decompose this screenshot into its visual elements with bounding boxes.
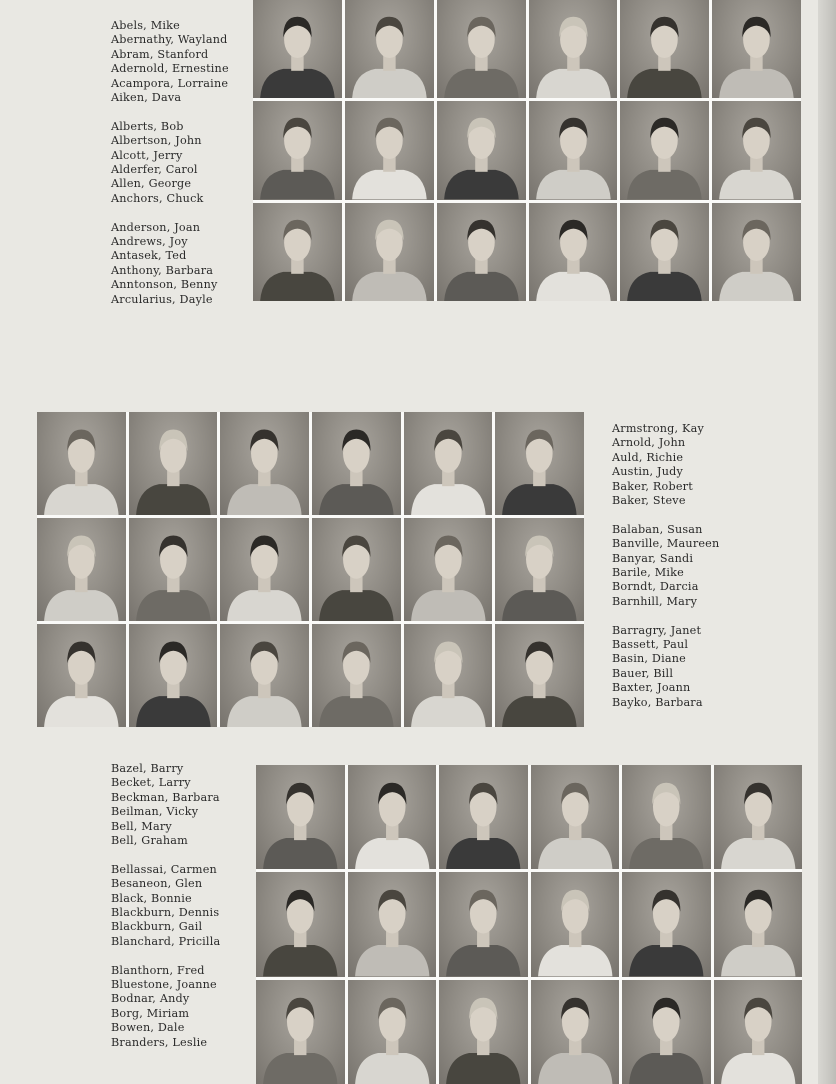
student-name: Banyar, Sandi <box>612 551 694 565</box>
page-edge-shadow <box>818 0 836 1084</box>
student-name: Allen, George <box>111 177 192 191</box>
student-portrait <box>404 412 493 515</box>
student-name: Austin, Judy <box>612 465 683 479</box>
student-portrait <box>256 980 345 1084</box>
student-portrait <box>620 0 709 98</box>
student-portrait <box>348 980 437 1084</box>
student-portrait <box>495 518 584 621</box>
name-list-section-2 <box>612 422 719 710</box>
student-name: Armstrong, Kay <box>612 422 704 435</box>
student-portrait <box>622 980 711 1084</box>
student-portrait <box>529 0 618 98</box>
student-name: Beilman, Vicky <box>111 805 199 819</box>
student-portrait <box>620 203 709 301</box>
name-group <box>111 19 229 105</box>
student-portrait <box>220 518 309 621</box>
student-portrait <box>37 518 126 621</box>
student-portrait <box>622 872 711 976</box>
student-name: Albertson, John <box>111 134 202 148</box>
student-portrait <box>439 765 528 869</box>
student-portrait <box>531 765 620 869</box>
student-portrait <box>404 624 493 727</box>
name-group <box>612 624 719 710</box>
photo-grid-section-2 <box>37 412 584 727</box>
student-portrait <box>345 0 434 98</box>
student-portrait <box>439 980 528 1084</box>
student-name: Bayko, Barbara <box>612 695 703 709</box>
student-name: Banville, Maureen <box>612 537 720 551</box>
student-name: Bluestone, Joanne <box>111 978 217 992</box>
name-group <box>612 422 719 508</box>
student-name: Bell, Mary <box>111 819 172 833</box>
photo-grid-section-1 <box>253 0 801 301</box>
student-portrait <box>253 0 342 98</box>
student-portrait <box>714 980 803 1084</box>
student-name: Baxter, Joann <box>612 681 691 695</box>
student-portrait <box>348 872 437 976</box>
student-portrait <box>439 872 528 976</box>
student-portrait <box>529 203 618 301</box>
student-name: Aiken, Dava <box>111 91 182 105</box>
student-portrait <box>404 518 493 621</box>
student-name: Balaban, Susan <box>612 522 703 536</box>
student-name: Abram, Stanford <box>111 47 209 61</box>
student-name: Blackburn, Gail <box>111 920 203 934</box>
student-name: Anchors, Chuck <box>111 191 204 205</box>
name-group <box>111 120 229 206</box>
name-group <box>111 863 220 949</box>
student-name: Black, Bonnie <box>111 891 192 905</box>
student-name: Bassett, Paul <box>612 638 689 652</box>
student-portrait <box>712 0 801 98</box>
student-name: Abernathy, Wayland <box>111 33 228 47</box>
student-portrait <box>531 980 620 1084</box>
student-name: Antasek, Ted <box>111 249 187 263</box>
student-portrait <box>495 624 584 727</box>
student-portrait <box>345 203 434 301</box>
student-name: Bodnar, Andy <box>111 992 190 1006</box>
student-name: Anderson, Joan <box>111 220 201 234</box>
student-portrait <box>37 624 126 727</box>
student-name: Andrews, Joy <box>111 235 188 249</box>
student-name: Beckman, Barbara <box>111 790 220 804</box>
student-portrait <box>129 624 218 727</box>
student-portrait <box>714 765 803 869</box>
student-portrait <box>37 412 126 515</box>
student-name: Alderfer, Carol <box>111 163 198 177</box>
student-portrait <box>437 101 526 199</box>
student-name: Anthony, Barbara <box>111 263 214 277</box>
student-name: Blanchard, Pricilla <box>111 934 221 948</box>
name-list-section-1 <box>111 19 229 307</box>
student-name: Branders, Leslie <box>111 1035 208 1049</box>
student-name: Basin, Diane <box>612 652 686 666</box>
student-name: Bowen, Dale <box>111 1021 185 1035</box>
student-portrait <box>620 101 709 199</box>
student-name: Besaneon, Glen <box>111 877 203 891</box>
student-name: Bauer, Bill <box>612 666 674 680</box>
student-name: Borg, Miriam <box>111 1006 190 1020</box>
student-name: Bell, Graham <box>111 834 188 848</box>
student-name: Baker, Steve <box>612 494 686 508</box>
name-group <box>111 964 220 1050</box>
student-portrait <box>714 872 803 976</box>
name-group <box>111 221 229 307</box>
name-group <box>612 523 719 609</box>
student-portrait <box>622 765 711 869</box>
student-name: Becket, Larry <box>111 776 191 790</box>
student-name: Bellassai, Carmen <box>111 862 217 876</box>
student-portrait <box>712 203 801 301</box>
student-portrait <box>256 765 345 869</box>
student-name: Blanthorn, Fred <box>111 963 205 977</box>
student-portrait <box>220 624 309 727</box>
student-name: Bazel, Barry <box>111 762 184 775</box>
student-portrait <box>531 872 620 976</box>
student-portrait <box>253 101 342 199</box>
student-portrait <box>220 412 309 515</box>
student-portrait <box>437 0 526 98</box>
student-portrait <box>312 412 401 515</box>
student-portrait <box>345 101 434 199</box>
student-name: Blackburn, Dennis <box>111 906 220 920</box>
student-name: Borndt, Darcia <box>612 580 699 594</box>
student-name: Arnold, John <box>612 436 686 450</box>
name-list-section-3 <box>111 762 220 1050</box>
student-name: Adernold, Ernestine <box>111 62 229 76</box>
student-name: Auld, Richie <box>612 450 684 464</box>
student-name: Anntonson, Benny <box>111 278 218 292</box>
student-portrait <box>312 518 401 621</box>
student-name: Barragry, Janet <box>612 623 702 637</box>
student-portrait <box>253 203 342 301</box>
student-portrait <box>712 101 801 199</box>
student-name: Arcularius, Dayle <box>111 292 213 306</box>
student-name: Barile, Mike <box>612 566 684 580</box>
student-portrait <box>129 518 218 621</box>
photo-grid-section-3 <box>256 765 802 1084</box>
name-group <box>111 762 220 848</box>
student-name: Abels, Mike <box>111 19 180 32</box>
student-name: Alcott, Jerry <box>111 148 183 162</box>
student-portrait <box>312 624 401 727</box>
student-name: Barnhill, Mary <box>612 594 698 608</box>
student-name: Baker, Robert <box>612 479 693 493</box>
student-portrait <box>256 872 345 976</box>
student-name: Acampora, Lorraine <box>111 76 229 90</box>
student-portrait <box>529 101 618 199</box>
student-portrait <box>129 412 218 515</box>
student-name: Alberts, Bob <box>111 119 184 133</box>
student-portrait <box>348 765 437 869</box>
student-portrait <box>495 412 584 515</box>
student-portrait <box>437 203 526 301</box>
